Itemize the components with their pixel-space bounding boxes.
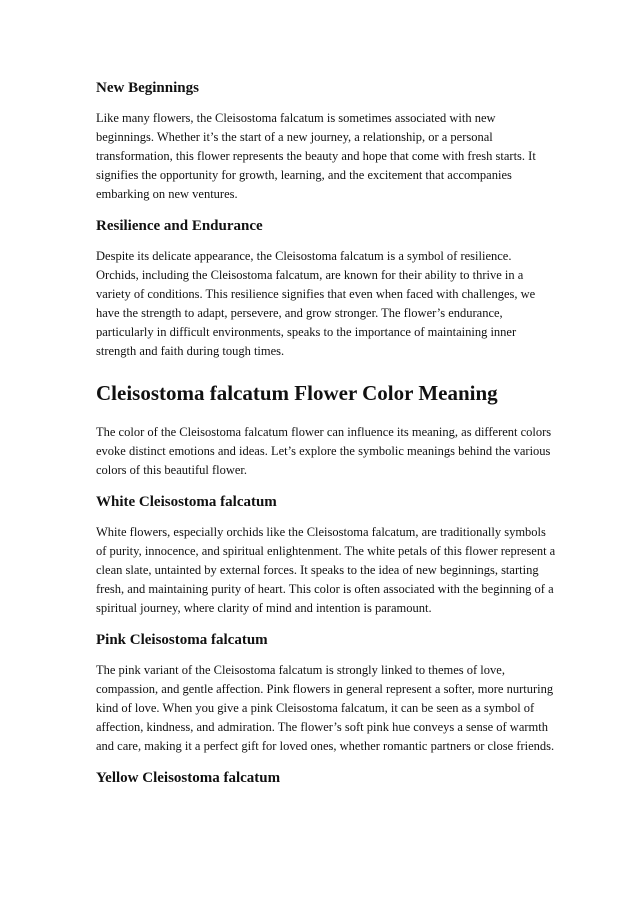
section-paragraph-resilience: Despite its delicate appearance, the Cleisostoma falcatum is a symbol of resilience. Orchids, including the Cleisostoma falcatum, are known for their ability to thrive in a variety of conditions. This resilience signifies that even when faced with challenges, we have the strength to adapt, persevere, and grow stronger. The flower’s endurance, particularly in difficult environments, speaks to the importance of maintaining inner strength and faith during tough times. [96, 249, 536, 358]
section-paragraph-new-beginnings: Like many flowers, the Cleisostoma falcatum is sometimes associated with new beginnings. Whether it’s the start of a new journey, a relationship, or a personal transformation, this flower represents the beauty and hope that come with fresh starts. It signifies the opportunity for growth, learning, and the excitement that accompanies embarking on new ventures. [96, 111, 536, 201]
section-paragraph-white: White flowers, especially orchids like the Cleisostoma falcatum, are traditionally symbols of purity, innocence, and spiritual enlightenment. The white petals of this flower represent a clean slate, untainted by external forces. It speaks to the idea of new beginnings, starting fresh, and maintaining purity of heart. This color is often associated with the beginning of a spiritual journey, where clarity of mind and intention is paramount. [96, 525, 556, 615]
section-heading-yellow: Yellow Cleisostoma falcatum [96, 770, 281, 786]
section-heading-white: White Cleisostoma falcatum [96, 494, 277, 510]
color-meaning-intro: The color of the Cleisostoma falcatum flower can influence its meaning, as different colors evoke distinct emotions and ideas. Let’s explore the symbolic meanings behind the various colors of this beautiful flower. [96, 425, 552, 477]
section-heading-new-beginnings: New Beginnings [96, 80, 199, 96]
document-page [96, 78, 556, 788]
section-paragraph-pink: The pink variant of the Cleisostoma falcatum is strongly linked to themes of love, compassion, and gentle affection. Pink flowers in general represent a softer, more nurturing kind of love. When you give a pink Cleisostoma falcatum, it can be seen as a symbol of affection, kindness, and admiration. The flower’s soft pink hue conveys a sense of warmth and care, making it a perfect gift for loved ones, whether romantic partners or close friends. [96, 663, 555, 753]
main-heading-color-meaning: Cleisostoma falcatum Flower Color Meaning [96, 381, 498, 405]
section-heading-pink: Pink Cleisostoma falcatum [96, 632, 268, 648]
section-heading-resilience: Resilience and Endurance [96, 218, 263, 234]
